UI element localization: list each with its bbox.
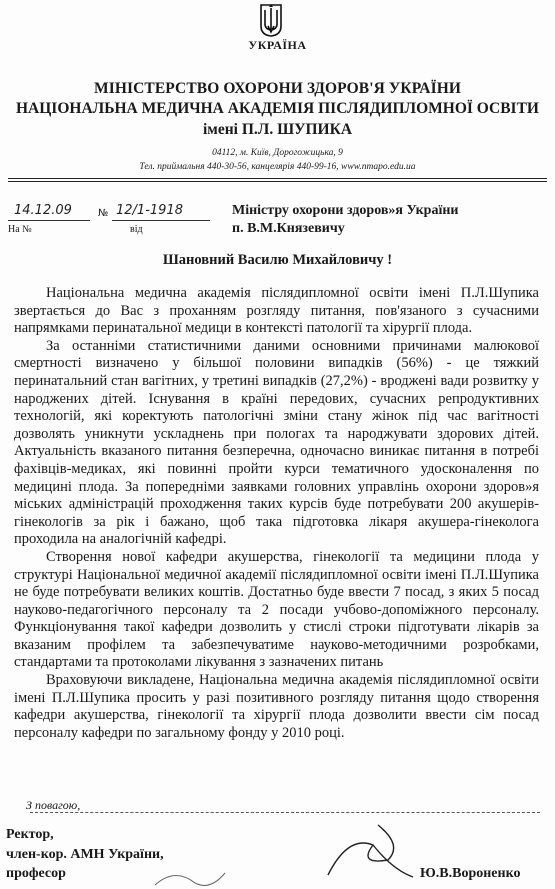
academy-name: НАЦІОНАЛЬНА МЕДИЧНА АКАДЕМІЯ ПІСЛЯДИПЛОМНОЇ ОСВІТИ — [16, 100, 539, 117]
closing-phrase: З повагою, — [26, 798, 81, 812]
body-paragraph: Національна медична академія післядипломної освіти імені П.Л.Шупика звертається до Вас з проханням розгляду питання, пов'язаного з сучасними напрямками перинатальної медици в контексті патології та хірургії плода. — [14, 285, 539, 337]
closing-divider — [30, 812, 540, 813]
registration-number-label: № — [98, 208, 109, 219]
signer-degree: професор — [6, 866, 66, 881]
body-paragraph: Створення нової кафедри акушерства, гінекології та медицини плода у структурі Національної медичної академії післядипломної освіти імені П.Л.Шупика не буде потребувати великих коштів. Достатньо буде ввести 7 посад, з яких 5 посад науково-педагогічного персоналу та 2 посади учбово-допоміжного персоналу. Функціонування такої кафедри дозволить у стислі строки підготувати лікарів за вказаним профілем та забезпечуватиме науково-методичними розробками, стандартами та протоколами лікування з зазначених питань — [14, 548, 539, 671]
postal-address: 04112, м. Київ, Дорогожицька, 9 — [212, 148, 343, 158]
trident-emblem-icon — [258, 2, 284, 38]
letter-body — [14, 285, 539, 742]
header-divider-thin — [8, 181, 547, 182]
academy-named-after: імені П.Л. ШУПИКА — [202, 121, 353, 138]
registration-date: 14.12.09 — [14, 203, 72, 218]
registration-number: 12/1-1918 — [116, 203, 183, 218]
country-name: УКРАЇНА — [248, 38, 307, 52]
contact-info: Тел. приймальня 440-30-56, канцелярія 440-99-16, www.nmapo.edu.ua — [139, 162, 416, 172]
salutation: Шановний Василю Михайловичу ! — [162, 252, 393, 268]
header-divider — [8, 178, 547, 179]
signer-title: Ректор, — [6, 827, 54, 842]
signer-name: Ю.В.Вороненко — [420, 866, 521, 881]
handwritten-signature-icon — [318, 815, 418, 885]
reference-number-label: На № — [8, 224, 32, 235]
stamp-mark-icon — [150, 865, 230, 889]
body-paragraph: Враховуючи викладене, Національна медична академія післядипломної освіти імені П.Л.Шупика просить у разі позитивного розгляду питання щодо створення кафедри акушерства, гінекології та хірургії плода дозволити ввести сім посад персоналу кафедри по загальному фонду у 2010 році. — [14, 672, 539, 741]
reference-date-label: від — [130, 224, 143, 235]
recipient-name: п. В.М.Князевичу — [232, 221, 345, 236]
signer-academic-title: член-кор. АМН України, — [6, 847, 164, 862]
date-underline — [8, 220, 90, 221]
number-underline — [112, 220, 210, 221]
recipient-position: Міністру охорони здоров»я України — [232, 203, 459, 218]
body-paragraph: За останніми статистичними даними основними причинами малюкової смертності визначено у більшої половини випадків (56%) - це тяжкий перинатальний стан вагітних, у третині випадків (27,2%) - вроджені вади розвитку у народжених дітей. Існування в країні передових, сучасних репродуктивних технологій, які коректують патологічні зміни стану жінок під час вагітності дозволять уникнути ускладнень при пологах та народжувати здорових дітей. Актуальність вказаного питання безперечна, одночасно виникає питання в потребі фахівців-медиках, які повинні пройти курси тематичного удосконалення по медицині плода. За попередніми заявками головних управлінь охорони здоров»я міських адміністрацій проходження таких курсів буде потребувати 200 акушерів-гінекологів за рік і бажано, щоб така підготовка лікаря акушера-гінеколога проходила на аналогічній кафедрі. — [14, 337, 539, 548]
ministry-name: МІНІСТЕРСТВО ОХОРОНИ ЗДОРОВ'Я УКРАЇНИ — [93, 80, 462, 97]
